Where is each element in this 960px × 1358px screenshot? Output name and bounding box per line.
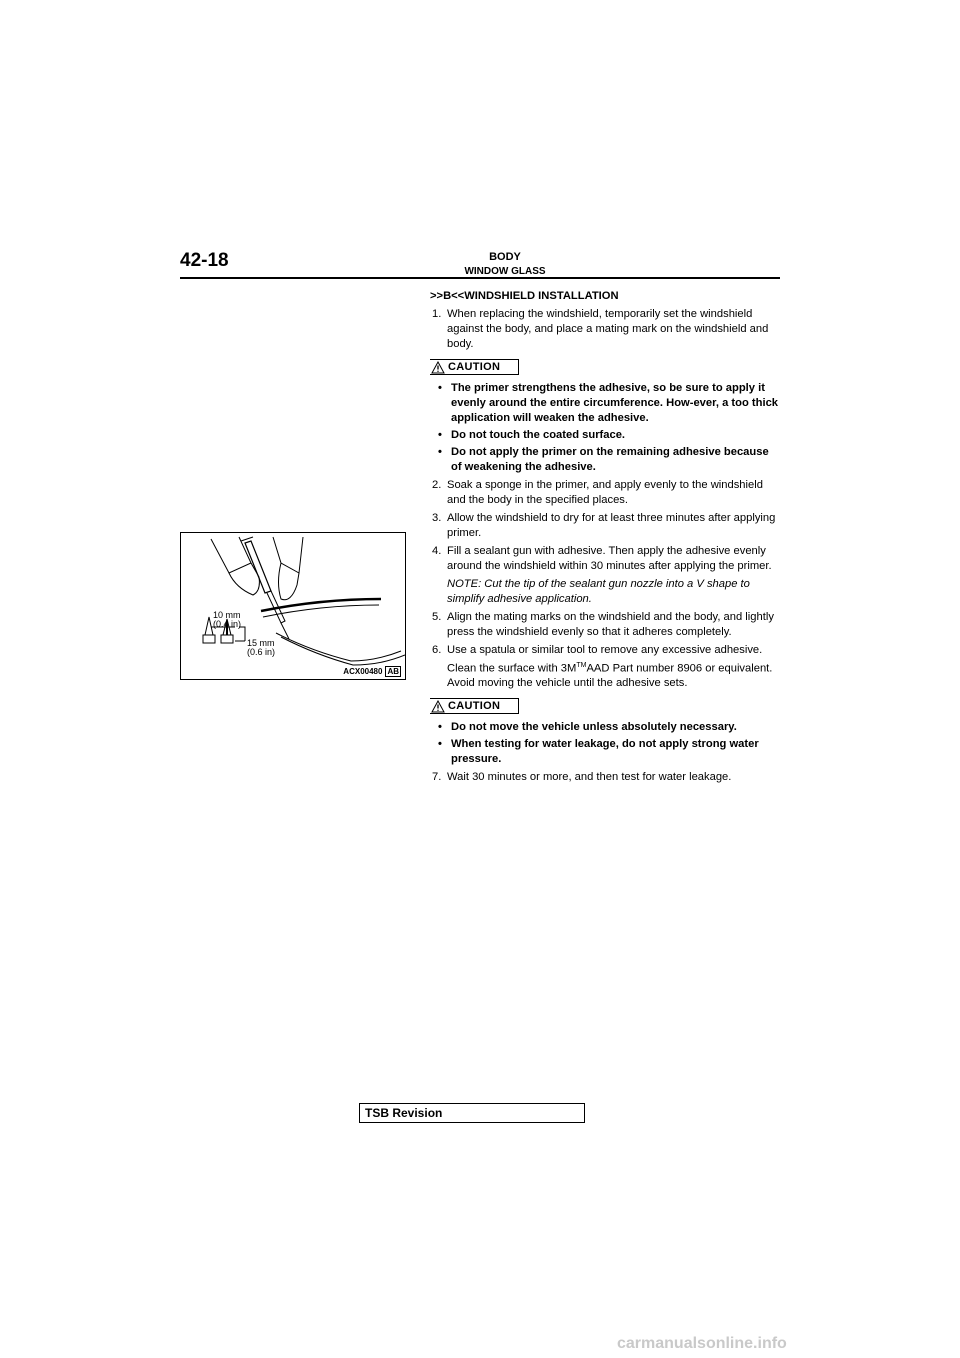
caution-box	[430, 698, 519, 714]
step-text: Fill a sealant gun with adhesive. Then apply the adhesive evenly around the windshield within 30 minutes after applying the primer.	[447, 544, 772, 572]
caution-label: CAUTION	[448, 360, 501, 373]
dim-10mm-label: 10 mm	[213, 610, 241, 620]
dim-15in-label: (0.6 in)	[247, 647, 276, 657]
caution-bullet: • Do not touch the coated surface.	[438, 428, 626, 441]
watermark: carmanualsonline.info	[617, 1335, 787, 1352]
caution-bullet: • Do not apply the primer on the remaining adhesive because of weakening the adhesive.	[438, 445, 769, 473]
step-5	[430, 610, 782, 640]
step-number: 4.	[432, 544, 442, 557]
caution-bullet: • When testing for water leakage, do not apply strong water pressure.	[438, 737, 759, 765]
tsb-revision-box: TSB Revision	[359, 1103, 585, 1123]
step-6	[430, 643, 782, 692]
warning-triangle-icon	[431, 700, 445, 713]
figure-code-suffix: AB	[387, 667, 399, 676]
subsection-title: WINDOW GLASS	[464, 266, 546, 277]
section-title: BODY	[489, 251, 521, 263]
bullet-text: Do not move the vehicle unless absolutely necessary.	[451, 720, 737, 733]
step-text: Align the mating marks on the windshield and the body, and lightly press the windshield evenly so that it adheres completely.	[447, 610, 774, 638]
sealant-gun-illustration	[181, 533, 406, 680]
page-number: 42-18	[180, 250, 229, 271]
bullet-text: Do not apply the primer on the remaining adhesive because of weakening the adhesive.	[451, 445, 769, 473]
dim-15mm-label: 15 mm	[247, 638, 275, 648]
step-number: 6.	[432, 643, 442, 656]
procedure-heading: >>B<<WINDSHIELD INSTALLATION	[430, 290, 619, 302]
step-text: When replacing the windshield, temporarily set the windshield against the body, and place a mating mark on the windshield and body.	[447, 308, 769, 350]
bullet-text: Do not touch the coated surface.	[451, 428, 626, 441]
caution-label: CAUTION	[448, 699, 501, 712]
bullet-text: When testing for water leakage, do not apply strong water pressure.	[451, 737, 759, 765]
step-number: 7.	[432, 770, 442, 783]
warning-triangle-icon	[431, 361, 445, 374]
step-4	[430, 544, 782, 574]
step-number: 5.	[432, 610, 442, 623]
step-number: 2.	[432, 478, 442, 491]
note-text: NOTE: Cut the tip of the sealant gun nozzle into a V shape to simplify adhesive application.	[447, 577, 750, 605]
caution-bullet: • The primer strengthens the adhesive, so be sure to apply it evenly around the entire circumference. How-ever, a too thick application will weaken the adhesive.	[438, 381, 779, 424]
step-number: 1.	[432, 308, 442, 320]
header-rule	[180, 277, 780, 279]
caution-bullet: • Do not move the vehicle unless absolutely necessary.	[438, 720, 737, 733]
step-2	[430, 478, 782, 508]
step-text: Soak a sponge in the primer, and apply evenly to the windshield and the body in the specified places.	[447, 478, 763, 506]
step-text-a: Use a spatula or similar tool to remove any excessive adhesive. Clean the surface with 3M	[447, 643, 763, 675]
dim-10in-label: (0.4 in)	[213, 619, 242, 629]
step-text-b: AAD Part number 8906 or equivalent. Avoid moving the vehicle until the adhesive sets.	[447, 662, 773, 690]
step-1	[430, 307, 782, 352]
figure-code	[343, 667, 401, 676]
step-3	[430, 511, 782, 541]
sealant-gun-figure	[180, 532, 406, 680]
step-text: Wait 30 minutes or more, and then test for water leakage.	[447, 770, 732, 783]
step-7	[430, 770, 782, 785]
bullet-text: The primer strengthens the adhesive, so be sure to apply it evenly around the entire circumference. How-ever, a too thick application will weaken the adhesive.	[451, 381, 779, 424]
trademark-mark: TM	[576, 661, 587, 669]
step-number: 3.	[432, 511, 442, 524]
figure-code-text: ACX00480	[343, 667, 383, 676]
procedure-content	[430, 289, 782, 785]
caution-box	[430, 359, 519, 375]
step-text: Allow the windshield to dry for at least three minutes after applying primer.	[447, 511, 776, 539]
